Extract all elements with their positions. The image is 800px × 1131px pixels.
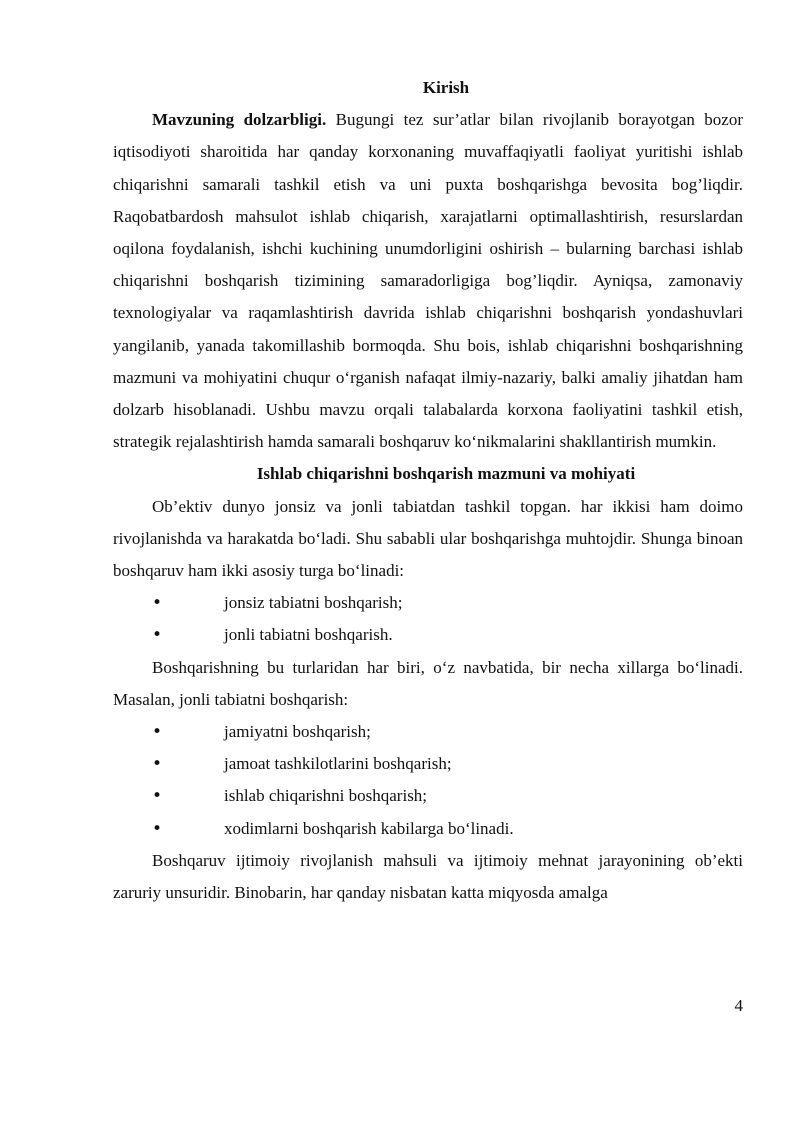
list-item xyxy=(113,813,743,845)
list-item-text: ishlab chiqarishni boshqarish; xyxy=(224,786,428,806)
page-title: Kirish xyxy=(422,78,470,97)
bullet-icon: • xyxy=(152,625,163,646)
list-management-types xyxy=(113,587,743,651)
paragraph-2: Boshqarishning bu turlaridan har biri, oʻz navbatida, bir necha xillarga boʻlinadi. Masalan, jonli tabiatni boshqarish: xyxy=(113,657,743,709)
paragraph-1: Ob’ektiv dunyo jonsiz va jonli tabiatdan tashkil topgan. har ikkisi ham doimo rivojlanishda va harakatda boʻladi. Shu sababli ular boshqarishga muhtojdir. Shunga binoan boshqaruv ham ikki asosiy turga boʻlinadi: xyxy=(113,496,743,581)
list-item xyxy=(113,619,743,651)
bullet-icon: • xyxy=(152,818,163,839)
list-item xyxy=(113,748,743,780)
intro-paragraph xyxy=(113,104,743,458)
bullet-icon: • xyxy=(152,593,163,614)
bullet-icon: • xyxy=(152,722,163,743)
list-item xyxy=(113,780,743,812)
list-item xyxy=(113,716,743,748)
list-item-text: jamoat tashkilotlarini boshqarish; xyxy=(224,754,452,774)
list-item-text: jonsiz tabiatni boshqarish; xyxy=(224,593,403,613)
intro-text: Bugungi tez sur’atlar bilan rivojlanib borayotgan bozor iqtisodiyoti sharoitida har qanday korxonaning muvaffaqiyatli faoliyat yuritishi ishlab chiqarishni samarali tashkil etish va uni puxta boshqarishga bevosita bog’liqdir. Raqobatbardosh mahsulot ishlab chiqarish, xarajatlarni optimallashtirish, resurslardan oqilona foydalanish, ishchi kuchining unumdorligini oshirish – bularning barchasi ishlab chiqarishni boshqarish tizimining samaradorligiga bog’liqdir. Ayniqsa, zamonaviy texnologiyalar va raqamlashtirish davrida ishlab chiqarishni boshqarish yondashuvlari yangilanib, yanada takomillashib bormoqda. Shu bois, ishlab chiqarishni boshqarishning mazmuni va mohiyatini chuqur oʻrganish nafaqat ilmiy-nazariy, balki amaliy jihatdan ham dolzarb hisoblanadi. Ushbu mavzu orqali talabalarda korxona faoliyatini tashkil etish, strategik rejalashtirish hamda samarali boshqaruv koʻnikmalarini shakllantirish mumkin. xyxy=(113,110,743,452)
bullet-icon: • xyxy=(152,786,163,807)
paragraph-3: Boshqaruv ijtimoiy rivojlanish mahsuli va ijtimoiy mehnat jarayonining ob’ekti zaruriy unsuridir. Binobarin, har qanday nisbatan katta miqyosda amalga xyxy=(113,850,743,903)
list-item xyxy=(113,587,743,619)
list-item-text: jonli tabiatni boshqarish. xyxy=(224,625,393,645)
page-number: 4 xyxy=(734,996,743,1015)
document-page xyxy=(113,72,743,909)
list-item-text: xodimlarni boshqarish kabilarga boʻlinadi. xyxy=(224,818,514,838)
intro-lead: Mavzuning dolzarbligi. xyxy=(152,110,327,130)
section-heading: Ishlab chiqarishni boshqarish mazmuni va mohiyati xyxy=(256,464,636,484)
bullet-icon: • xyxy=(152,754,163,775)
list-item-text: jamiyatni boshqarish; xyxy=(224,722,371,742)
list-living-nature-management xyxy=(113,716,743,845)
